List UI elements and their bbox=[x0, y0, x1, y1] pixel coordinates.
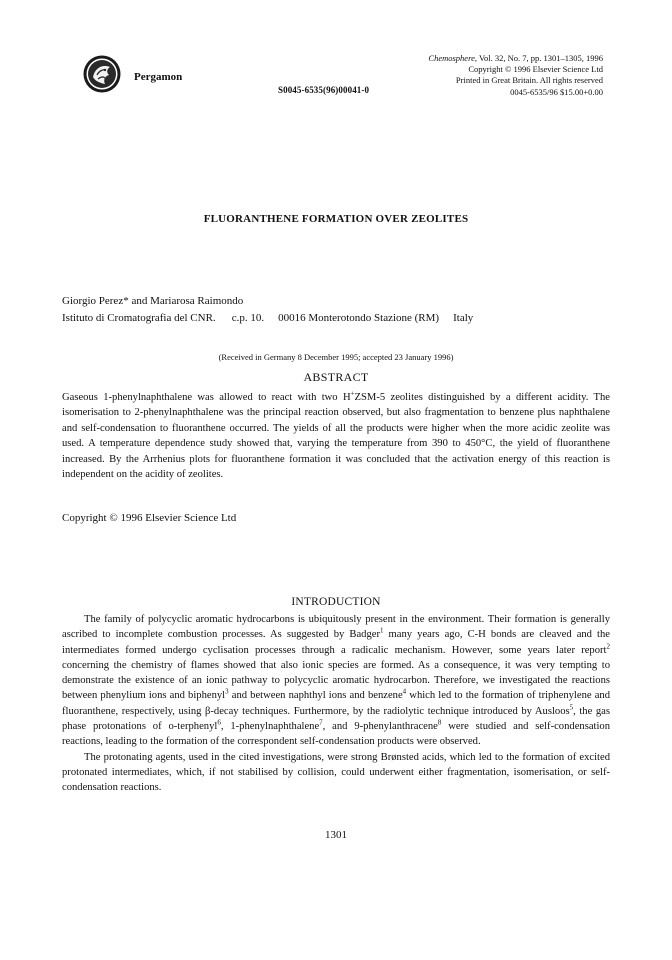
reference-marker: 6 bbox=[217, 718, 221, 727]
reference-marker: 7 bbox=[319, 718, 323, 727]
introduction-paragraph-2: The protonating agents, used in the cited investigations, were strong Brønsted acids, which led to the formation of excited protonated intermediates, which, if not stabilised by collision, could underwent either fragmentation, isomerisation, or self-condensation reactions. bbox=[62, 751, 610, 794]
reference-marker: 3 bbox=[225, 687, 229, 696]
page-header bbox=[60, 40, 605, 120]
printed-notice: Printed in Great Britain. All rights reserved bbox=[455, 75, 603, 86]
paper-title: FLUORANTHENE FORMATION OVER ZEOLITES bbox=[203, 213, 469, 225]
body-text: concerning the chemistry of flames showed that also ionic species are formed. As a consequence, it was very tempting to demonstrate the existence of an ionic pathway to polycyclic aromatic hydrocarbon. Therefore, we investigated the reactions between phenylium ions and biphenyl bbox=[62, 659, 610, 702]
abstract-text: Gaseous 1-phenylnaphthalene was allowed to react with two bbox=[62, 392, 343, 403]
reference-marker: 4 bbox=[402, 687, 407, 696]
pergamon-logo-icon bbox=[82, 54, 122, 94]
reference-marker: 2 bbox=[606, 642, 610, 651]
journal-citation bbox=[428, 53, 603, 64]
affiliation-po-box: c.p. 10. bbox=[231, 311, 265, 324]
price-code: 0045-6535/96 $15.00+0.00 bbox=[510, 86, 603, 97]
journal-details: , Vol. 32, No. 7, pp. 1301–1305, 1996 bbox=[474, 53, 603, 63]
abstract-copyright: Copyright © 1996 Elsevier Science Ltd bbox=[62, 512, 237, 524]
author-names: Giorgio Perez* and Mariarosa Raimondo bbox=[62, 295, 244, 307]
affiliation bbox=[62, 310, 473, 327]
superscript-plus: + bbox=[350, 389, 355, 398]
page-number: 1301 bbox=[325, 829, 347, 841]
introduction-body bbox=[62, 612, 610, 796]
reference-marker: 8 bbox=[437, 718, 442, 727]
journal-meta bbox=[428, 53, 603, 98]
document-id: S0045-6535(96)00041-0 bbox=[278, 85, 370, 95]
abstract-text: ZSM-5 zeolites distinguished by a different acidity. The isomerisation to 2-phenylnaphthalene was the principal reaction observed, but also fragmentation to benzene plus naphthalene and self-condensation to fluoranthene occurred. The yields of all the products were higher when the more acidic zeolite was used. A temperature dependence study showed that, varying the temperature from 390 to 450°C, the yield of fluoranthene increased. By the Arrhenius plots for fluoranthene formation it was concluded that the activation energy of this reaction is independent on the acidity of zeolites. bbox=[62, 392, 610, 481]
affiliation-institute: Istituto di Cromatografia del CNR. bbox=[62, 311, 216, 324]
body-text: and between naphthyl ions and benzene bbox=[228, 690, 403, 702]
header-copyright: Copyright © 1996 Elsevier Science Ltd bbox=[468, 64, 603, 75]
received-dates: (Received in Germany 8 December 1995; accepted 23 January 1996) bbox=[218, 352, 454, 362]
body-text: The family of polycyclic aromatic hydrocarbons is ubiquitously present in the environment. Their formation is generally ascribed to incomplete combustion processes. As suggested by Badger bbox=[62, 614, 610, 641]
abstract-text: H bbox=[342, 392, 351, 403]
author-block bbox=[62, 293, 473, 326]
abstract-heading: ABSTRACT bbox=[303, 370, 369, 384]
body-text: , and 9-phenylanthracene bbox=[322, 721, 438, 733]
journal-name: Chemosphere bbox=[428, 53, 475, 63]
introduction-paragraph-1 bbox=[62, 612, 610, 750]
body-text: many years ago, C-H bonds are cleaved and the intermediates formed undergo cyclisation processes through a radicalic mechanism. However, some years later report bbox=[62, 629, 610, 656]
body-text: which led to the formation of triphenylene and fluoranthene, respectively, using β-decay techniques. Furthermore, by the radiolytic technique introduced by Ausloos bbox=[62, 690, 610, 717]
abstract-body bbox=[62, 390, 610, 482]
abstract-paragraph bbox=[62, 390, 610, 482]
body-text: , the gas phase protonations of o-terphenyl bbox=[62, 705, 610, 733]
reference-marker: 5 bbox=[569, 703, 574, 712]
affiliation-address: 00016 Monterotondo Stazione (RM) bbox=[278, 311, 440, 324]
body-text: , 1-phenylnaphthalene bbox=[220, 721, 320, 733]
introduction-heading: INTRODUCTION bbox=[291, 596, 381, 608]
affiliation-country: Italy bbox=[453, 311, 474, 324]
body-text: were studied and self-condensation reactions, leading to the formation of the correspondent self-condensation products were observed. bbox=[62, 721, 611, 748]
publisher-name: Pergamon bbox=[134, 71, 183, 83]
reference-marker: 1 bbox=[379, 626, 384, 635]
